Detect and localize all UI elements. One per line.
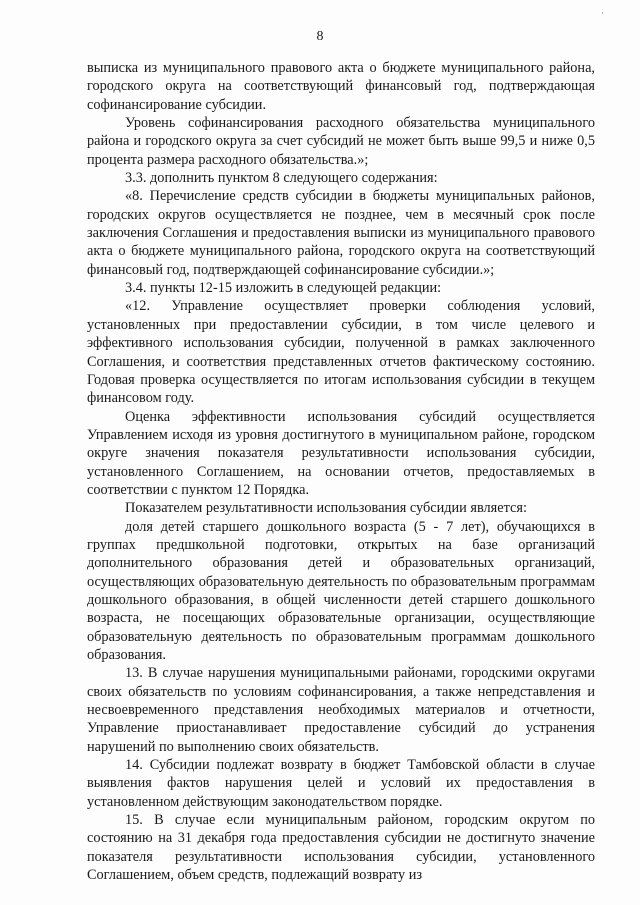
paragraph-7: Оценка эффективности использования субсидий осуществляется Управлением исходя из уровня достигнутого в муниципальном районе, городском округе значения показателя результативности использования субсидии, установленного Соглашением, на основании отчетов, предоставляемых в соответствии с пунктом 12 Порядка. [87,408,595,498]
paragraph-10: 13. В случае нарушения муниципальными районами, городскими округами своих обязательств по условиям софинансирования, а также непредставления и несвоевременного представления необходимых материалов и отчетности, Управление приостанавливает предоставление субсидий до устранения нарушений по выполнению своих обязательств. [87,665,595,755]
paragraph-9: доля детей старшего дошкольного возраста (5 - 7 лет), обучающихся в группах предшкольной подготовки, открытых на базе организаций дополнительного образования детей и образовательных организаций, осуществляющих образовательную деятельность по образовательным программам дошкольного образования, в общей численности детей старшего дошкольного возраста, не посещающих образовательные организации, осуществляющие образовательную деятельность по образовательным программам дошкольного образования. [87,518,595,663]
paragraph-3: 3.3. дополнить пунктом 8 следующего содержания: [125,170,438,187]
paragraph-1: выписка из муниципального правового акта о бюджете муниципального района, городского округа на соответствующий финансовый год, подтверждающая софинансирование субсидии. [87,60,595,113]
paragraph-2: Уровень софинансирования расходного обязательства муниципального района и городского округа за счет субсидий не может быть выше 99,5 и ниже 0,5 процента размера расходного обязательства.»; [87,115,595,168]
paragraph-11: 14. Субсидии подлежат возврату в бюджет Тамбовской области в случае выявления фактов нарушения целей и условий их предоставления в установленном действующим законодательством порядке. [87,757,595,810]
paragraph-8: Показателем результативности использования субсидии является: [125,500,527,517]
paragraph-5: 3.4. пункты 12-15 изложить в следующей редакции: [125,280,442,297]
paragraph-12: 15. В случае если муниципальным районом, городским округом по состоянию на 31 декабря года предоставления субсидии не достигнуто значение показателя результативности использования субсидии, установленного Соглашением, объем средств, подлежащий возврату из [87,812,595,884]
page-number: 8 [316,29,324,44]
paragraph-4: «8. Перечисление средств субсидии в бюджеты муниципальных районов, городских округов осуществляется не позднее, чем в месячный срок после заключения Соглашения и предоставления выписки из муниципального правового акта о бюджете муниципального района, городского округа на соответствующий финансовый год, подтверждающей софинансирование субсидии.»; [87,188,595,278]
paragraph-6: «12. Управление осуществляет проверки соблюдения условий, установленных при предоставлении субсидии, в том числе целевого и эффективного использования субсидии, полученной в рамках заключенного Соглашения, и соответствия представленных отчетов фактическому состоянию. Годовая проверка осуществляется по итогам использования субсидии в текущем финансовом году. [87,298,595,407]
corner-mark: · [601,8,604,18]
document-body [87,59,595,884]
